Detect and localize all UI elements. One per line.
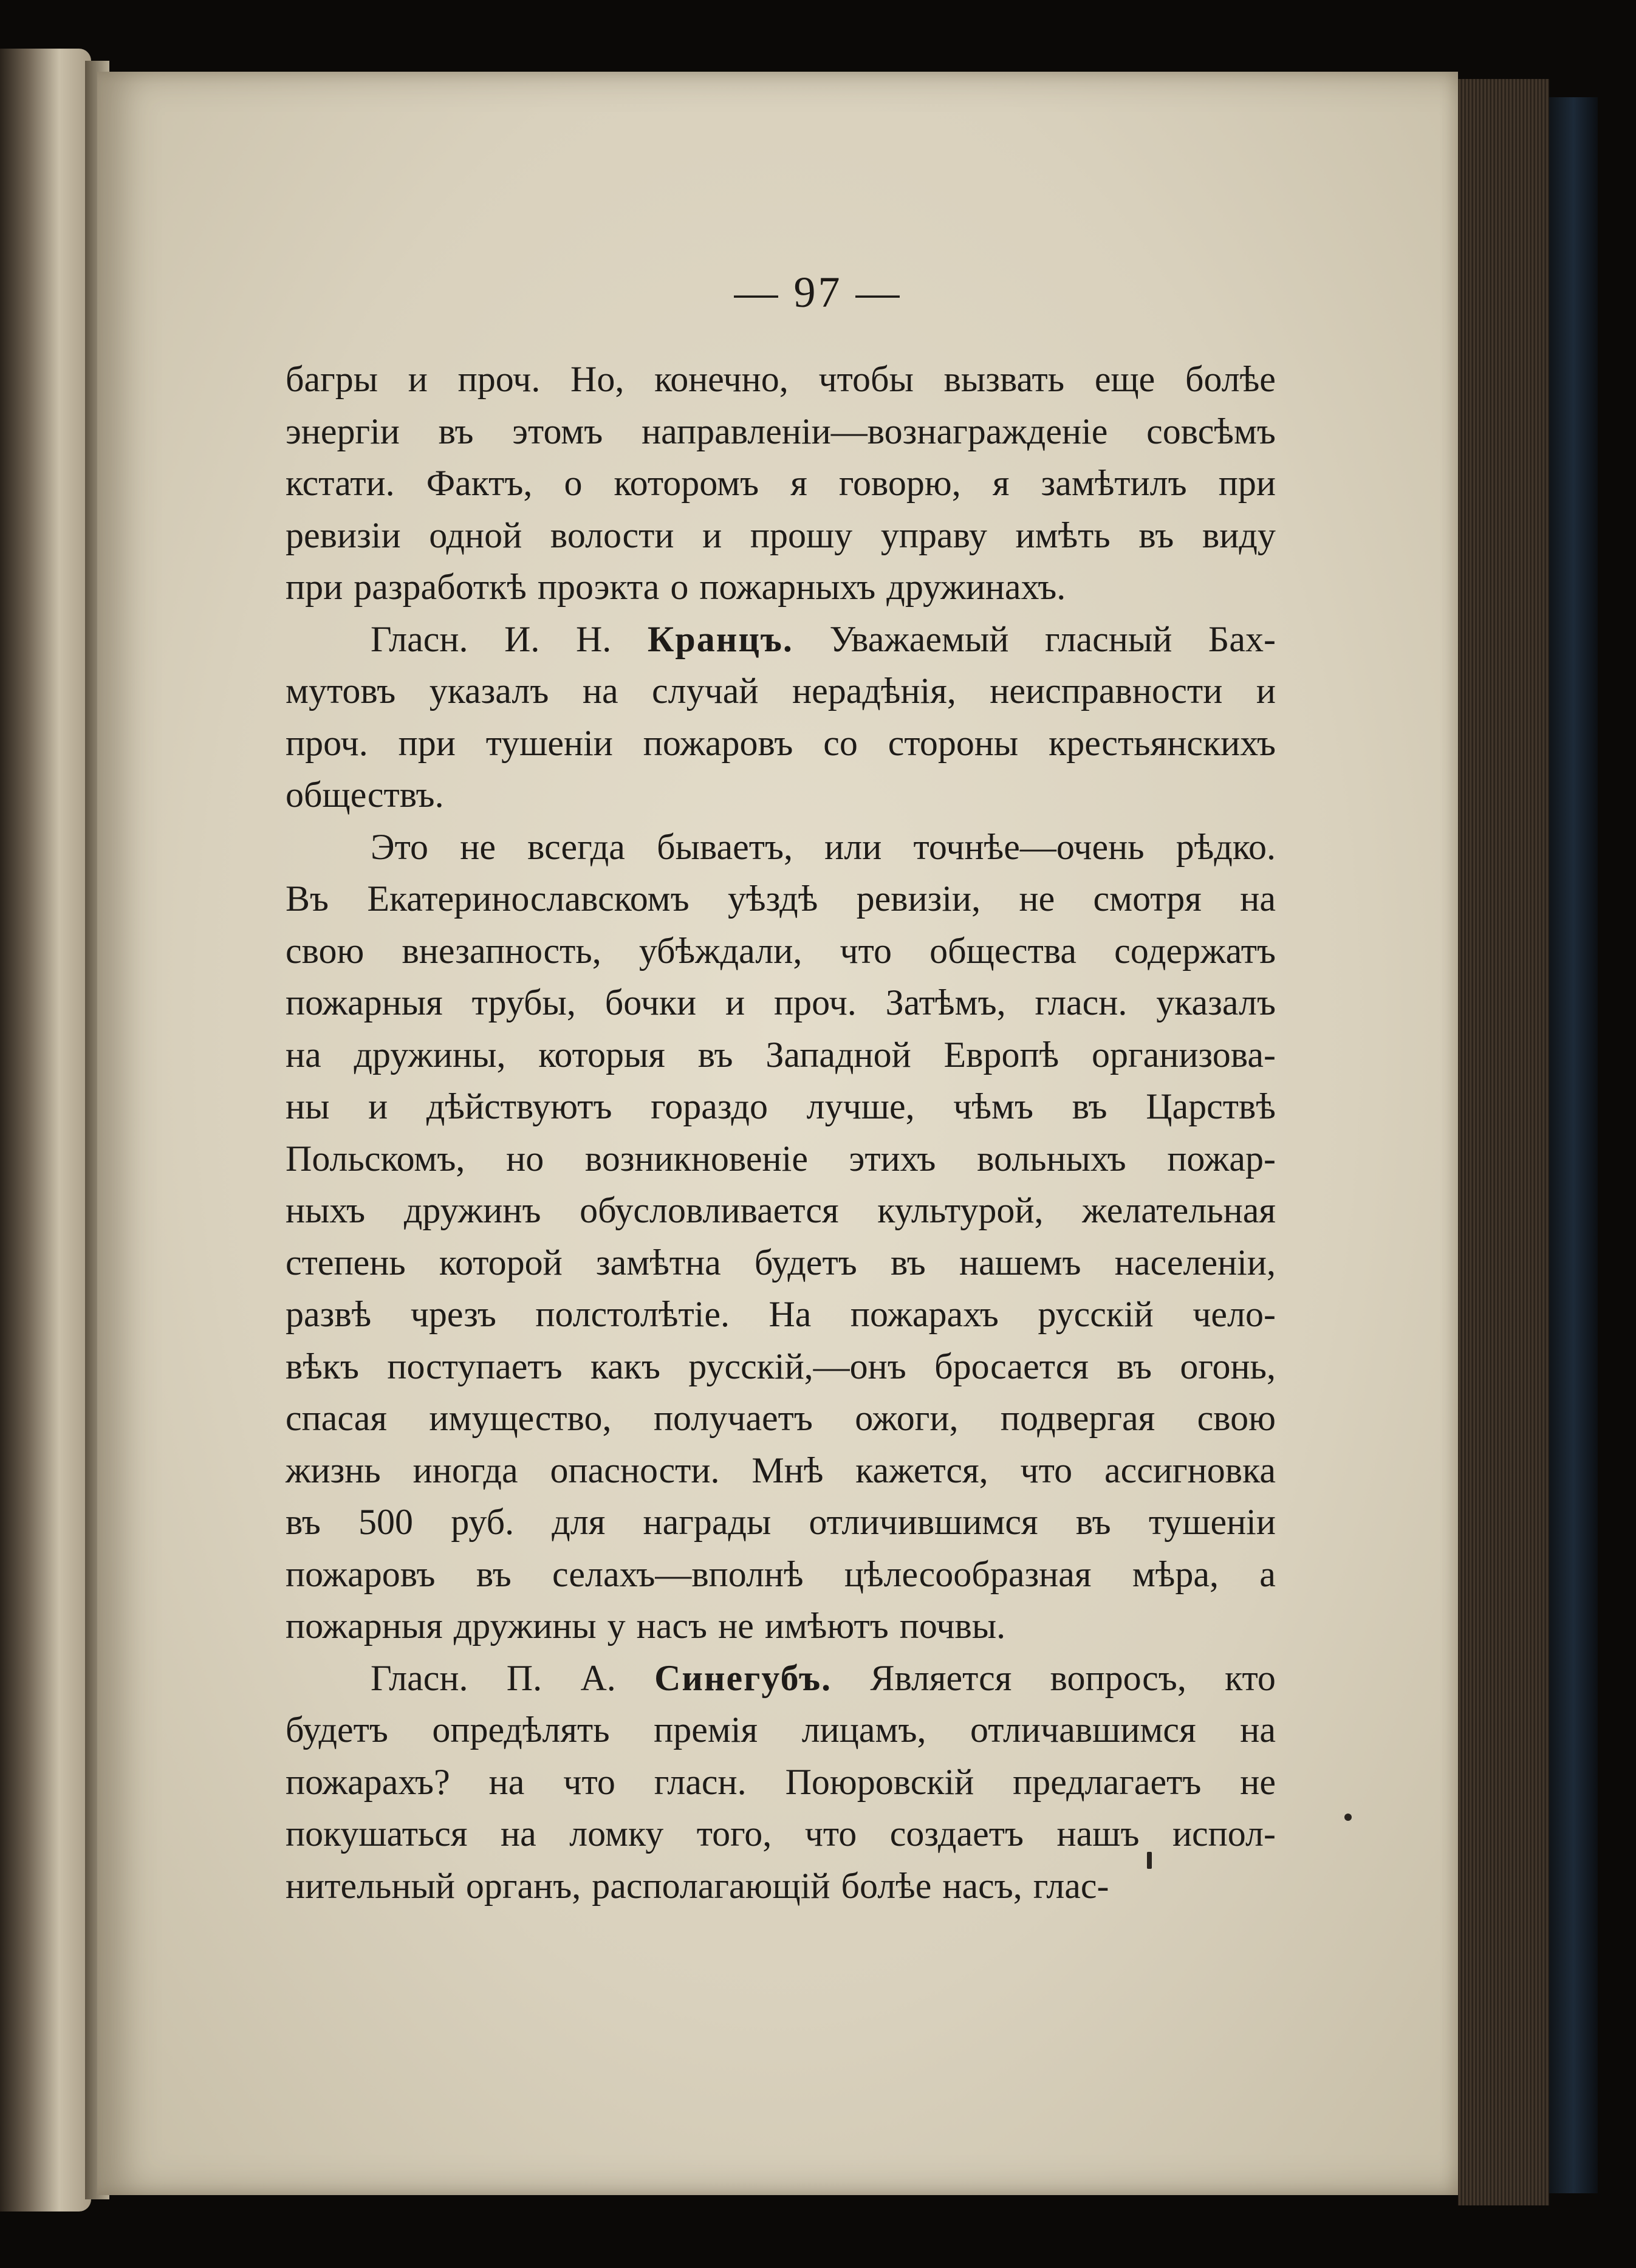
- word: свою: [1197, 1398, 1276, 1438]
- word: замѣтна: [595, 1242, 721, 1283]
- word: пожарныхъ: [699, 567, 876, 607]
- word: уѣздѣ: [727, 879, 818, 919]
- word: будетъ: [754, 1242, 857, 1283]
- word: стороны: [888, 722, 1019, 763]
- word: лицамъ,: [801, 1710, 926, 1750]
- word: Екатеринославскомъ: [367, 879, 690, 919]
- body-text: [286, 354, 1276, 1912]
- word: нерадѣнія,: [792, 671, 956, 711]
- word: но: [506, 1138, 544, 1179]
- text-line: [286, 354, 1276, 406]
- text-line: [286, 1549, 1276, 1601]
- word: На: [768, 1294, 812, 1334]
- word: И.: [504, 618, 540, 659]
- word: пожаровъ: [286, 1554, 436, 1594]
- word: въ: [286, 1502, 321, 1542]
- word: гласн.: [1035, 982, 1128, 1023]
- word: проэкта: [537, 567, 660, 607]
- word: дружины: [453, 1606, 597, 1646]
- text-line: [286, 457, 1276, 510]
- word: покушаться: [286, 1814, 468, 1854]
- word: или: [824, 826, 882, 867]
- word: награды: [643, 1502, 772, 1542]
- text-line: [286, 718, 1276, 770]
- word: Уважаемый: [829, 618, 1009, 659]
- word: Бах-: [1208, 618, 1276, 659]
- word: всегда: [527, 826, 625, 867]
- word: обществъ.: [286, 775, 444, 815]
- word: свою: [286, 930, 365, 971]
- word: не: [1019, 879, 1055, 919]
- text-line: [286, 1185, 1276, 1237]
- word: еще: [1094, 359, 1155, 399]
- text-line: [286, 1808, 1276, 1860]
- word: вѣкъ: [286, 1346, 360, 1386]
- word: спасая: [286, 1398, 387, 1438]
- word: пожарахъ: [850, 1294, 999, 1334]
- word: создаетъ: [889, 1814, 1024, 1854]
- word: неисправности: [990, 671, 1223, 711]
- text-line: [286, 561, 1276, 614]
- word: глас-: [1033, 1865, 1109, 1906]
- word: Европѣ: [943, 1034, 1059, 1075]
- word: кажется,: [855, 1450, 988, 1490]
- word: проч.: [286, 722, 368, 763]
- word: на: [286, 1034, 321, 1075]
- word: обусловливается: [580, 1190, 839, 1230]
- word: кто: [1225, 1657, 1276, 1698]
- word: Это: [371, 826, 429, 867]
- word: почвы.: [899, 1606, 1006, 1646]
- text-line: [286, 925, 1276, 978]
- word: которой: [439, 1242, 563, 1283]
- word: селахъ—вполнѣ: [552, 1554, 804, 1594]
- text-line: [286, 1289, 1276, 1341]
- word: волости: [550, 515, 674, 555]
- word: кстати.: [286, 463, 395, 503]
- text-line: [286, 1704, 1276, 1756]
- word: цѣлесообразная: [844, 1554, 1092, 1594]
- word: премія: [654, 1710, 758, 1750]
- word: багры: [286, 359, 378, 399]
- word: отличавшимся: [970, 1710, 1196, 1750]
- word: указалъ: [1156, 982, 1276, 1023]
- word: управу: [880, 515, 987, 555]
- text-line: [286, 1081, 1276, 1133]
- word: и: [702, 515, 722, 555]
- word: прошу: [750, 515, 853, 555]
- word: насъ: [636, 1606, 708, 1646]
- word: ломку: [569, 1814, 664, 1854]
- word: ассигновка: [1104, 1450, 1276, 1490]
- word: замѣтилъ: [1041, 463, 1187, 503]
- word: лучше,: [806, 1086, 915, 1126]
- text-line: [286, 665, 1276, 718]
- word: Фактъ,: [426, 463, 533, 503]
- word: ныхъ: [286, 1190, 366, 1230]
- word: Н.: [575, 618, 612, 659]
- word: нительный: [286, 1865, 455, 1906]
- word: въ: [1138, 515, 1174, 555]
- book-cover-edge: [1549, 97, 1598, 2193]
- word: пожар-: [1167, 1138, 1276, 1179]
- word: при: [1218, 463, 1276, 503]
- word: и: [368, 1086, 388, 1126]
- word: проч.: [774, 982, 857, 1023]
- word: въ: [1117, 1346, 1152, 1386]
- word: этомъ: [512, 411, 603, 451]
- text-line: [286, 1860, 1276, 1913]
- word: вопросъ,: [1050, 1657, 1186, 1698]
- ink-tick-mark: [1147, 1852, 1152, 1869]
- word: органъ,: [465, 1865, 581, 1906]
- text-line: [286, 1237, 1276, 1289]
- word: указалъ: [429, 671, 549, 711]
- word: чѣмъ: [953, 1086, 1034, 1126]
- text-line: [286, 1653, 1276, 1705]
- word: пожарахъ?: [286, 1761, 450, 1802]
- word: пожарныя: [286, 1606, 443, 1646]
- word: на: [1240, 879, 1276, 919]
- word: говорю,: [838, 463, 961, 503]
- word: иногда: [412, 1450, 518, 1490]
- word: содержатъ: [1114, 930, 1276, 971]
- word: внезапность,: [402, 930, 601, 971]
- text-line: [286, 1756, 1276, 1809]
- word: проч.: [457, 359, 541, 399]
- word: а: [1259, 1554, 1276, 1594]
- word: не: [460, 826, 496, 867]
- word: разработкѣ: [354, 567, 527, 607]
- speaker-name: Кранцъ.: [647, 618, 793, 659]
- word: на: [488, 1761, 525, 1802]
- word: дружинахъ.: [886, 567, 1066, 607]
- word: подвергая: [1000, 1398, 1155, 1438]
- text-line: [286, 1600, 1276, 1653]
- word: культурой,: [877, 1190, 1044, 1230]
- word: дружинъ: [403, 1190, 541, 1230]
- word: при: [398, 722, 456, 763]
- word: болѣе: [841, 1865, 932, 1906]
- word: энергіи: [286, 411, 400, 451]
- word: со: [823, 722, 858, 763]
- word: совсѣмъ: [1146, 411, 1276, 451]
- word: виду: [1202, 515, 1276, 555]
- text-line: [286, 1445, 1276, 1497]
- word: и: [408, 359, 428, 399]
- word: предлагаетъ: [1013, 1761, 1202, 1802]
- word: чрезъ: [410, 1294, 496, 1334]
- word: этихъ: [849, 1138, 936, 1179]
- word: одной: [429, 515, 522, 555]
- word: гласн.: [654, 1761, 747, 1802]
- word: рѣдко.: [1176, 826, 1276, 867]
- text-line: [286, 977, 1276, 1029]
- word: Но,: [570, 359, 625, 399]
- word: въ: [1075, 1502, 1111, 1542]
- word: что: [804, 1814, 857, 1854]
- word: тушеніи: [485, 722, 613, 763]
- word: бросается: [934, 1346, 1089, 1386]
- word: ревизіи: [286, 515, 401, 555]
- page-edges: [1458, 79, 1549, 2205]
- word: о: [670, 567, 689, 607]
- word: дружины,: [354, 1034, 506, 1075]
- word: нашемъ: [959, 1242, 1081, 1283]
- text-line: [286, 1341, 1276, 1393]
- word: которомъ: [614, 463, 759, 503]
- word: для: [552, 1502, 606, 1542]
- word: не: [718, 1606, 754, 1646]
- word: на: [500, 1814, 536, 1854]
- word: я: [790, 463, 807, 503]
- word: организова-: [1091, 1034, 1276, 1075]
- word: опредѣлять: [432, 1710, 610, 1750]
- word: убѣждали,: [638, 930, 803, 971]
- word: я: [992, 463, 1010, 503]
- word: нашъ: [1056, 1814, 1140, 1854]
- word: располагающій: [592, 1865, 830, 1906]
- word: Гласн.: [371, 1657, 468, 1698]
- word: Польскомъ,: [286, 1138, 465, 1179]
- word: что: [1020, 1450, 1073, 1490]
- text-line: [286, 1393, 1276, 1445]
- word: вызвать: [943, 359, 1065, 399]
- word: желательная: [1082, 1190, 1276, 1230]
- word: тушеніи: [1148, 1502, 1276, 1542]
- word: Въ: [286, 879, 329, 919]
- word: трубы,: [471, 982, 576, 1023]
- ink-dot-mark: [1344, 1814, 1352, 1821]
- page-number: — 97 —: [734, 268, 902, 317]
- word: что: [840, 930, 892, 971]
- word: бываетъ,: [657, 826, 793, 867]
- word: конечно,: [654, 359, 789, 399]
- word: насъ,: [942, 1865, 1022, 1906]
- word: общества: [929, 930, 1077, 971]
- word: ны: [286, 1086, 330, 1126]
- text-line: [286, 1029, 1276, 1081]
- word: при: [286, 567, 343, 607]
- word: отличившимся: [809, 1502, 1038, 1542]
- word: и: [1256, 671, 1276, 711]
- word: въ: [697, 1034, 733, 1075]
- word: руб.: [451, 1502, 515, 1542]
- word: пожаровъ: [643, 722, 793, 763]
- word: случай: [652, 671, 759, 711]
- word: гораздо: [651, 1086, 768, 1126]
- word: точнѣе—очень: [913, 826, 1145, 867]
- left-page-edge: [0, 49, 91, 2211]
- word: получаетъ: [653, 1398, 813, 1438]
- text-line: [286, 821, 1276, 874]
- word: Поюровскій: [785, 1761, 974, 1802]
- word: о: [564, 463, 583, 503]
- word: имѣть: [1015, 515, 1111, 555]
- word: у: [607, 1606, 626, 1646]
- text-line: [286, 873, 1276, 925]
- word: населеніи,: [1114, 1242, 1276, 1283]
- word: развѣ: [286, 1294, 372, 1334]
- word: имѣютъ: [764, 1606, 889, 1646]
- speaker-name: Синегубъ.: [654, 1657, 832, 1698]
- text-line: [286, 1133, 1276, 1185]
- word: степень: [286, 1242, 406, 1283]
- word: поступаетъ: [387, 1346, 563, 1386]
- word: мутовъ: [286, 671, 396, 711]
- word: А.: [580, 1657, 616, 1698]
- word: чтобы: [818, 359, 914, 399]
- text-line: [286, 406, 1276, 458]
- word: возникновеніе: [584, 1138, 808, 1179]
- word: на: [582, 671, 618, 711]
- word: мѣра,: [1132, 1554, 1219, 1594]
- word: гласный: [1045, 618, 1172, 659]
- word: и: [725, 982, 745, 1023]
- word: въ: [1072, 1086, 1107, 1126]
- word: крестьянскихъ: [1049, 722, 1276, 763]
- word: въ: [476, 1554, 512, 1594]
- word: Является: [870, 1657, 1012, 1698]
- word: вольныхъ: [977, 1138, 1126, 1179]
- word: Мнѣ: [751, 1450, 824, 1490]
- text-line: [286, 510, 1276, 562]
- word: опасности.: [550, 1450, 720, 1490]
- word: П.: [506, 1657, 542, 1698]
- word: пожарныя: [286, 982, 443, 1023]
- word: Затѣмъ,: [885, 982, 1006, 1023]
- word: въ: [438, 411, 474, 451]
- word: смотря: [1093, 879, 1202, 919]
- word: болѣе: [1185, 359, 1276, 399]
- word: не: [1240, 1761, 1276, 1802]
- word: въ: [890, 1242, 926, 1283]
- text-line: [286, 769, 1276, 821]
- text-line: [286, 1496, 1276, 1549]
- word: русскій,—онъ: [688, 1346, 906, 1386]
- text-line: [286, 614, 1276, 666]
- word: которыя: [538, 1034, 665, 1075]
- word: Гласн.: [371, 618, 468, 659]
- word: бочки: [604, 982, 697, 1023]
- word: ревизіи,: [856, 879, 981, 919]
- word: русскій: [1038, 1294, 1154, 1334]
- word: Царствѣ: [1146, 1086, 1276, 1126]
- word: какъ: [590, 1346, 660, 1386]
- word: полстолѣтіе.: [535, 1294, 730, 1334]
- word: имущество,: [429, 1398, 612, 1438]
- word: 500: [358, 1502, 414, 1542]
- word: того,: [696, 1814, 772, 1854]
- word: жизнь: [286, 1450, 381, 1490]
- word: Западной: [765, 1034, 911, 1075]
- word: дѣйствуютъ: [426, 1086, 612, 1126]
- word: будетъ: [286, 1710, 388, 1750]
- word: что: [563, 1761, 615, 1802]
- word: ожоги,: [855, 1398, 959, 1438]
- word: направленіи—вознагражденіе: [642, 411, 1108, 451]
- word: испол-: [1172, 1814, 1276, 1854]
- word: чело-: [1193, 1294, 1276, 1334]
- word: огонь,: [1180, 1346, 1276, 1386]
- word: на: [1240, 1710, 1276, 1750]
